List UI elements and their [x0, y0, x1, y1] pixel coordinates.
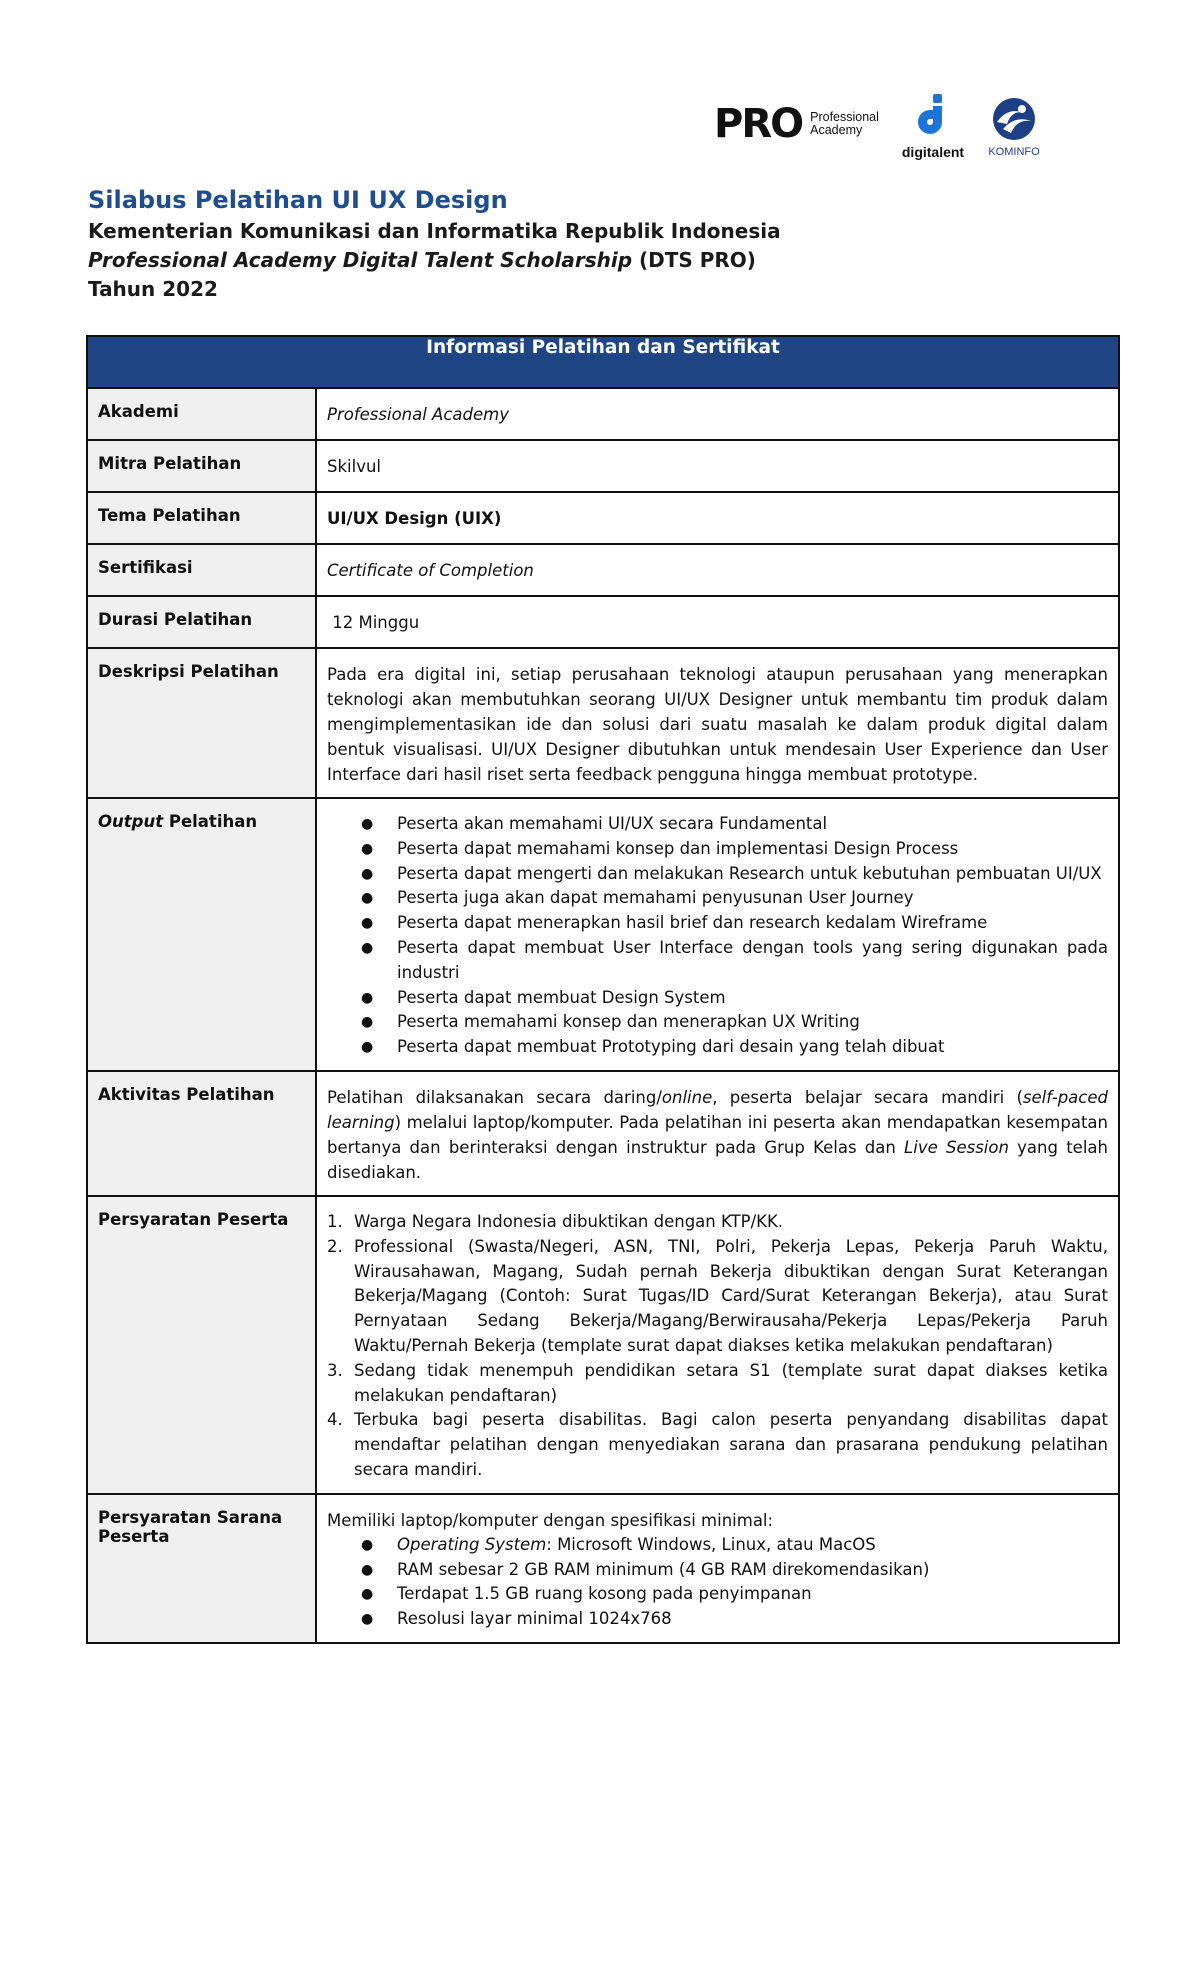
program-suffix: (DTS PRO) [632, 248, 756, 272]
program-line [88, 246, 1088, 275]
list-item [397, 1533, 1108, 1558]
sarana-intro: Memiliki laptop/komputer dengan spesifikasi minimal: [327, 1510, 774, 1530]
aktivitas-text-4: yang telah disediakan. [327, 1137, 1108, 1182]
list-item: ● Peserta juga akan dapat memahami penyusunan User Journey [397, 886, 1108, 911]
table-row-deskripsi [87, 648, 1119, 798]
list-item: Sedang tidak menempuh pendidikan setara S1 (template surat dapat diakses ketika melakukan pendaftaran) [354, 1360, 1108, 1405]
pro-logo-subtitle [810, 111, 900, 137]
kominfo-emblem-icon [989, 96, 1039, 142]
table-row-persyaratan [87, 1196, 1119, 1494]
aktivitas-self-paced: self-paced learning [327, 1087, 1108, 1132]
label-output [87, 798, 316, 1071]
label-output-rest: Pelatihan [163, 812, 258, 831]
list-item: Terbuka bagi peserta disabilitas. Bagi calon peserta penyandang disabilitas dapat mendaftar pelatihan dengan menyediakan sarana dan prasarana pendukung pelatihan secara mandiri. [354, 1410, 1108, 1479]
table-row-mitra [87, 440, 1119, 492]
pro-academy-logo [714, 101, 900, 147]
list-item: Professional (Swasta/Negeri, ASN, TNI, Polri, Pekerja Lepas, Pekerja Paruh Waktu, Wirausahawan, Magang, Sudah pernah Bekerja dibuktikan dengan Surat Keterangan Bekerja/Magang (Contoh: Surat Tugas/ID Card/Surat Keterangan Bekerja), atau Surat Pernyataan Sedang Bekerja/Magang/Berwirausaha/Pekerja Lepas/Pekerja Paruh Waktu/Pernah Bekerja (template surat dapat diakses ketika melakukan pendaftaran) [354, 1236, 1108, 1355]
digitalent-mark-icon [913, 94, 953, 138]
label-sarana: Persyaratan Sarana Peserta [87, 1494, 316, 1643]
value-sertifikasi: Certificate of Completion [316, 544, 1119, 596]
table-row-akademi [87, 388, 1119, 440]
value-aktivitas [316, 1071, 1119, 1196]
document-header [88, 183, 1088, 304]
value-tema: UI/UX Design (UIX) [316, 492, 1119, 544]
training-info-table [86, 335, 1120, 1644]
label-deskripsi: Deskripsi Pelatihan [87, 648, 316, 798]
label-durasi: Durasi Pelatihan [87, 596, 316, 648]
label-akademi: Akademi [87, 388, 316, 440]
label-output-italic: Output [98, 812, 164, 831]
list-item: Warga Negara Indonesia dibuktikan dengan KTP/KK. [354, 1211, 784, 1231]
list-item: ● Resolusi layar minimal 1024x768 [397, 1607, 1108, 1632]
list-item: ● Terdapat 1.5 GB ruang kosong pada penyimpanan [397, 1582, 1108, 1607]
aktivitas-text-1: Pelatihan dilaksanakan secara daring/ [327, 1087, 662, 1107]
table-row-tema [87, 492, 1119, 544]
label-persyaratan: Persyaratan Peserta [87, 1196, 316, 1494]
pro-logo-line1: Professional [810, 110, 879, 124]
value-deskripsi: Pada era digital ini, setiap perusahaan teknologi ataupun perusahaan yang menerapkan teknologi akan membutuhkan seorang UI/UX Designer untuk membantu tim produk dalam mengimplementasikan ide dan solusi dari suatu masalah ke dalam produk digital dalam bentuk visualisasi. UI/UX Designer dibutuhkan untuk mendesain User Experience dan User Interface dari hasil riset serta feedback pengguna hingga membuat prototype. [316, 648, 1119, 798]
list-item: ● RAM sebesar 2 GB RAM minimum (4 GB RAM direkomendasikan) [397, 1558, 1108, 1583]
value-mitra: Skilvul [316, 440, 1119, 492]
list-item: ● Peserta dapat membuat User Interface dengan tools yang sering digunakan pada industri [397, 936, 1108, 986]
value-persyaratan [316, 1196, 1119, 1494]
program-italic: Professional Academy Digital Talent Scholarship [88, 248, 633, 272]
value-output [316, 798, 1119, 1071]
sarana-os-italic: Operating System [397, 1534, 547, 1554]
ministry-line: Kementerian Komunikasi dan Informatika Republik Indonesia [88, 219, 781, 243]
digitalent-logo [898, 94, 968, 160]
list-item: ● Peserta dapat memahami konsep dan implementasi Design Process [397, 837, 1108, 862]
table-row-sertifikasi [87, 544, 1119, 596]
year-line: Tahun 2022 [88, 277, 218, 301]
kominfo-word: KOMINFO [988, 146, 1040, 158]
list-item: ● Peserta dapat menerapkan hasil brief dan research kedalam Wireframe [397, 911, 1108, 936]
aktivitas-text-2: , peserta belajar secara mandiri ( [712, 1087, 1023, 1107]
list-item: ● Peserta dapat membuat Prototyping dari desain yang telah dibuat [397, 1035, 1108, 1060]
table-row-output [87, 798, 1119, 1071]
page-title: Silabus Pelatihan UI UX Design [88, 186, 508, 214]
label-mitra: Mitra Pelatihan [87, 440, 316, 492]
aktivitas-live-session: Live Session [904, 1137, 1009, 1157]
table-heading-row [87, 336, 1119, 388]
label-sertifikasi: Sertifikasi [87, 544, 316, 596]
digitalent-word: digitalent [901, 144, 965, 160]
value-akademi: Professional Academy [316, 388, 1119, 440]
persyaratan-list [327, 1210, 1108, 1483]
sarana-list [327, 1533, 1108, 1632]
pro-logo-line2: Academy [810, 123, 863, 137]
label-tema: Tema Pelatihan [87, 492, 316, 544]
label-aktivitas: Aktivitas Pelatihan [87, 1071, 316, 1196]
list-item: ● Peserta dapat membuat Design System [397, 986, 1108, 1011]
aktivitas-online: online [661, 1087, 713, 1107]
table-heading: Informasi Pelatihan dan Sertifikat [87, 336, 1119, 388]
aktivitas-text-3: ) melalui laptop/komputer. Pada pelatihan ini peserta akan mendapatkan kesempatan bertanya dan berinteraksi dengan instruktur pada Grup Kelas dan [327, 1112, 1108, 1157]
table-row-durasi [87, 596, 1119, 648]
sarana-os-rest: : Microsoft Windows, Linux, atau MacOS [546, 1534, 876, 1554]
value-durasi: 12 Minggu [316, 596, 1119, 648]
output-list [327, 812, 1108, 1060]
list-item: ● Peserta memahami konsep dan menerapkan UX Writing [397, 1010, 1108, 1035]
value-sarana [316, 1494, 1119, 1643]
list-item: ● Peserta dapat mengerti dan melakukan Research untuk kebutuhan pembuatan UI/UX [397, 862, 1108, 887]
table-row-aktivitas [87, 1071, 1119, 1196]
table-row-sarana [87, 1494, 1119, 1643]
pro-logo-word: PRO [714, 101, 803, 147]
kominfo-logo [978, 96, 1050, 158]
logo-bar [712, 94, 1052, 164]
list-item: ● Peserta akan memahami UI/UX secara Fundamental [397, 812, 1108, 837]
